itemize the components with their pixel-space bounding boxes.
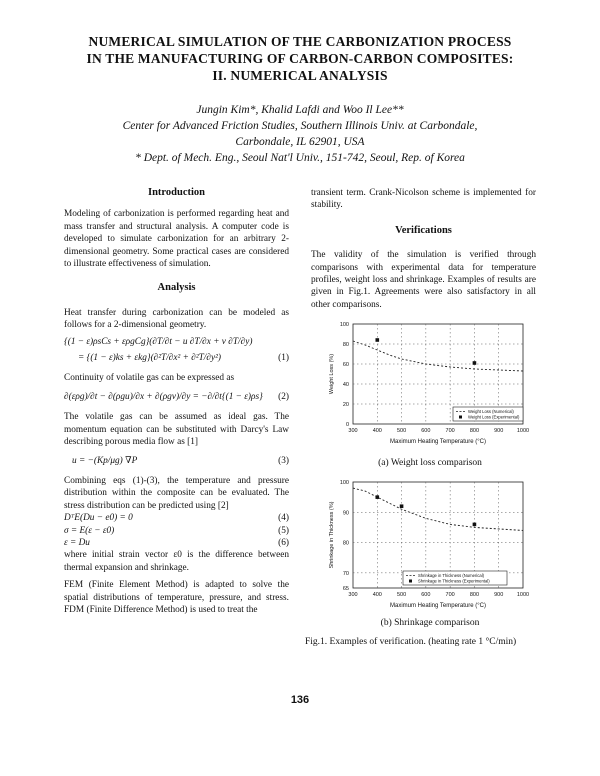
- analysis-paragraph-1: Heat transfer during carbonization can be modeled as follows for a 2-dimensional geometry.: [64, 307, 289, 331]
- equation-2-text: ∂(ερg)/∂t − ∂(ρgu)/∂x + ∂(ρgv)/∂y = −∂/∂t{(1 − ε)ρs}: [64, 391, 263, 402]
- legend-entry-numerical: Shrinkage in Thickness (Numerical): [418, 573, 485, 578]
- experimental-point: [473, 523, 477, 527]
- transient-paragraph: transient term. Crank-Nicolson scheme is implemented for stability.: [311, 188, 536, 211]
- equation-5: [64, 525, 289, 537]
- x-tick-label: 900: [494, 592, 504, 598]
- verifications-text: The validity of the simulation is verified through comparisons with experimental data for temperature profiles, weight loss and shrinkage. Examples of results are given in Fig.1. Agreements were also satisfactory in all other comparisons.: [311, 250, 536, 310]
- x-tick-label: 700: [445, 428, 455, 434]
- legend-entry-experimental: Weight Loss (Experimental): [468, 414, 520, 420]
- analysis-heading: Analysis: [157, 282, 196, 294]
- x-tick-label: 500: [396, 428, 407, 434]
- x-tick-label: 400: [372, 428, 382, 434]
- equation-1a-text: {(1 − ε)ρsCs + ερgCg}(∂T/∂t − u ∂T/∂x + v ∂T/∂y): [64, 336, 253, 347]
- equation-1b: [64, 352, 289, 364]
- experimental-point: [375, 338, 379, 342]
- weight-loss-chart: [315, 318, 545, 448]
- equation-6-number: (6): [278, 537, 289, 548]
- y-axis-label: Weight Loss (%): [329, 353, 335, 395]
- title-line-2: IN THE MANUFACTURING OF CARBON-CARBON COMPOSITES:: [86, 51, 514, 66]
- x-tick-label: 1000: [516, 592, 530, 598]
- equation-3: [64, 455, 289, 467]
- x-tick-label: 300: [348, 428, 358, 434]
- equation-6: [64, 537, 289, 549]
- introduction-text: Modeling of carbonization is performed regarding heat and mass transfer and structural analysis. A computer code is developed to simulate carbonization for an arbitrary 2-dimensional geometry. Some practical cases are considered to illustrate effectiveness of simulation.: [64, 209, 289, 270]
- experimental-point: [473, 361, 477, 365]
- shrinkage-chart: [315, 476, 545, 614]
- experimental-point: [400, 504, 404, 508]
- equation-1-number: (1): [278, 353, 289, 364]
- figure-b-caption: (b) Shrinkage comparison: [380, 618, 480, 628]
- y-tick-label: 70: [342, 570, 349, 577]
- affiliation-2: Carbondale, IL 62901, USA: [235, 136, 365, 148]
- left-column: [64, 187, 289, 616]
- numerical-series-line: [353, 488, 523, 530]
- y-tick-label: 60: [342, 362, 349, 368]
- equation-5-number: (5): [278, 525, 289, 536]
- equation-5-text: σ = E(ε − ε0): [64, 525, 115, 536]
- figure-b: [315, 476, 545, 619]
- legend-swatch-experimental: [409, 580, 412, 583]
- title-line-3: II. NUMERICAL ANALYSIS: [212, 68, 388, 83]
- y-tick-label: 90: [342, 510, 349, 517]
- verifications-heading: Verifications: [395, 224, 452, 236]
- x-tick-label: 400: [372, 592, 382, 598]
- introduction-heading: Introduction: [148, 187, 205, 198]
- equation-4: [64, 512, 289, 524]
- paper-title: [40, 33, 560, 84]
- legend-entry-numerical: Weight Loss (Numerical): [468, 409, 514, 414]
- affiliation-3: * Dept. of Mech. Eng., Seoul Nat'l Univ., 151-742, Seoul, Rep. of Korea: [135, 152, 465, 164]
- right-column: [311, 187, 536, 311]
- x-tick-label: 300: [348, 592, 358, 598]
- y-tick-label: 20: [342, 402, 349, 408]
- figure-a: [315, 318, 545, 453]
- x-axis-label: Maximum Heating Temperature (°C): [390, 439, 486, 445]
- figure-a-caption: (a) Weight loss comparison: [378, 458, 482, 468]
- equation-4-number: (4): [278, 513, 289, 524]
- analysis-paragraph-2: Continuity of volatile gas can be expressed as: [64, 373, 235, 384]
- x-tick-label: 600: [421, 428, 431, 434]
- equation-4-text: DᵀE(Du − e0) = 0: [64, 513, 133, 524]
- y-tick-label: 80: [342, 342, 349, 348]
- x-axis-label: Maximum Heating Temperature (°C): [390, 603, 486, 609]
- y-tick-label: 40: [342, 382, 349, 388]
- analysis-paragraph-3: The volatile gas can be assumed as ideal gas. The momentum equation can be substituted with Darcy's Law describing porous media flow as [1]: [64, 412, 289, 448]
- analysis-paragraph-4: Combining eqs (1)-(3), the temperature and pressure distribution within the composite can be evaluated. The stress distribution can be predicted using [2]: [64, 475, 289, 511]
- legend-swatch-experimental: [459, 416, 462, 419]
- y-tick-label: 80: [342, 540, 349, 547]
- experimental-point: [375, 495, 379, 499]
- numerical-series-line: [353, 341, 523, 371]
- y-tick-label: 100: [339, 480, 349, 486]
- author-block: [40, 102, 560, 166]
- analysis-paragraph-6: FEM (Finite Element Method) is adapted to solve the spatial distributions of temperature, pressure, and stress. FDM (Finite Difference Method) is used to treat the: [64, 580, 289, 615]
- x-tick-label: 1000: [516, 428, 530, 434]
- equation-2-number: (2): [278, 391, 289, 402]
- y-tick-label: 65: [342, 586, 349, 592]
- equation-1b-text: = {(1 − ε)ks + εkg}(∂²T/∂x² + ∂²T/∂y²): [78, 353, 221, 364]
- affiliation-1: Center for Advanced Friction Studies, Southern Illinois Univ. at Carbondale,: [122, 120, 478, 132]
- x-tick-label: 900: [494, 428, 504, 434]
- page-number: 136: [290, 694, 310, 706]
- author-names: Jungin Kim*, Khalid Lafdi and Woo Il Lee**: [196, 104, 404, 116]
- title-line-1: NUMERICAL SIMULATION OF THE CARBONIZATION PROCESS: [88, 34, 512, 49]
- equation-2: [64, 391, 289, 403]
- equation-3-number: (3): [278, 455, 289, 466]
- figure-caption: Fig.1. Examples of verification. (heating rate 1 °C/min): [305, 637, 517, 647]
- legend-entry-experimental: Shrinkage in Thickness (Experimental): [418, 578, 490, 584]
- y-tick-label: 0: [345, 422, 349, 428]
- x-tick-label: 500: [396, 592, 407, 598]
- equation-1a: [64, 336, 289, 348]
- y-tick-label: 100: [339, 322, 349, 328]
- y-axis-label: Shrinkage in Thickness (%): [329, 501, 335, 569]
- x-tick-label: 800: [469, 592, 480, 598]
- x-tick-label: 700: [445, 592, 455, 598]
- analysis-paragraph-5: where initial strain vector ε0 is the difference between thermal expansion and shrinkage.: [64, 550, 289, 573]
- equation-6-text: ε = Du: [64, 537, 90, 548]
- equation-3-text: u = −(Kp/μg) ∇P: [72, 455, 138, 466]
- x-tick-label: 800: [469, 428, 480, 434]
- x-tick-label: 600: [421, 592, 431, 598]
